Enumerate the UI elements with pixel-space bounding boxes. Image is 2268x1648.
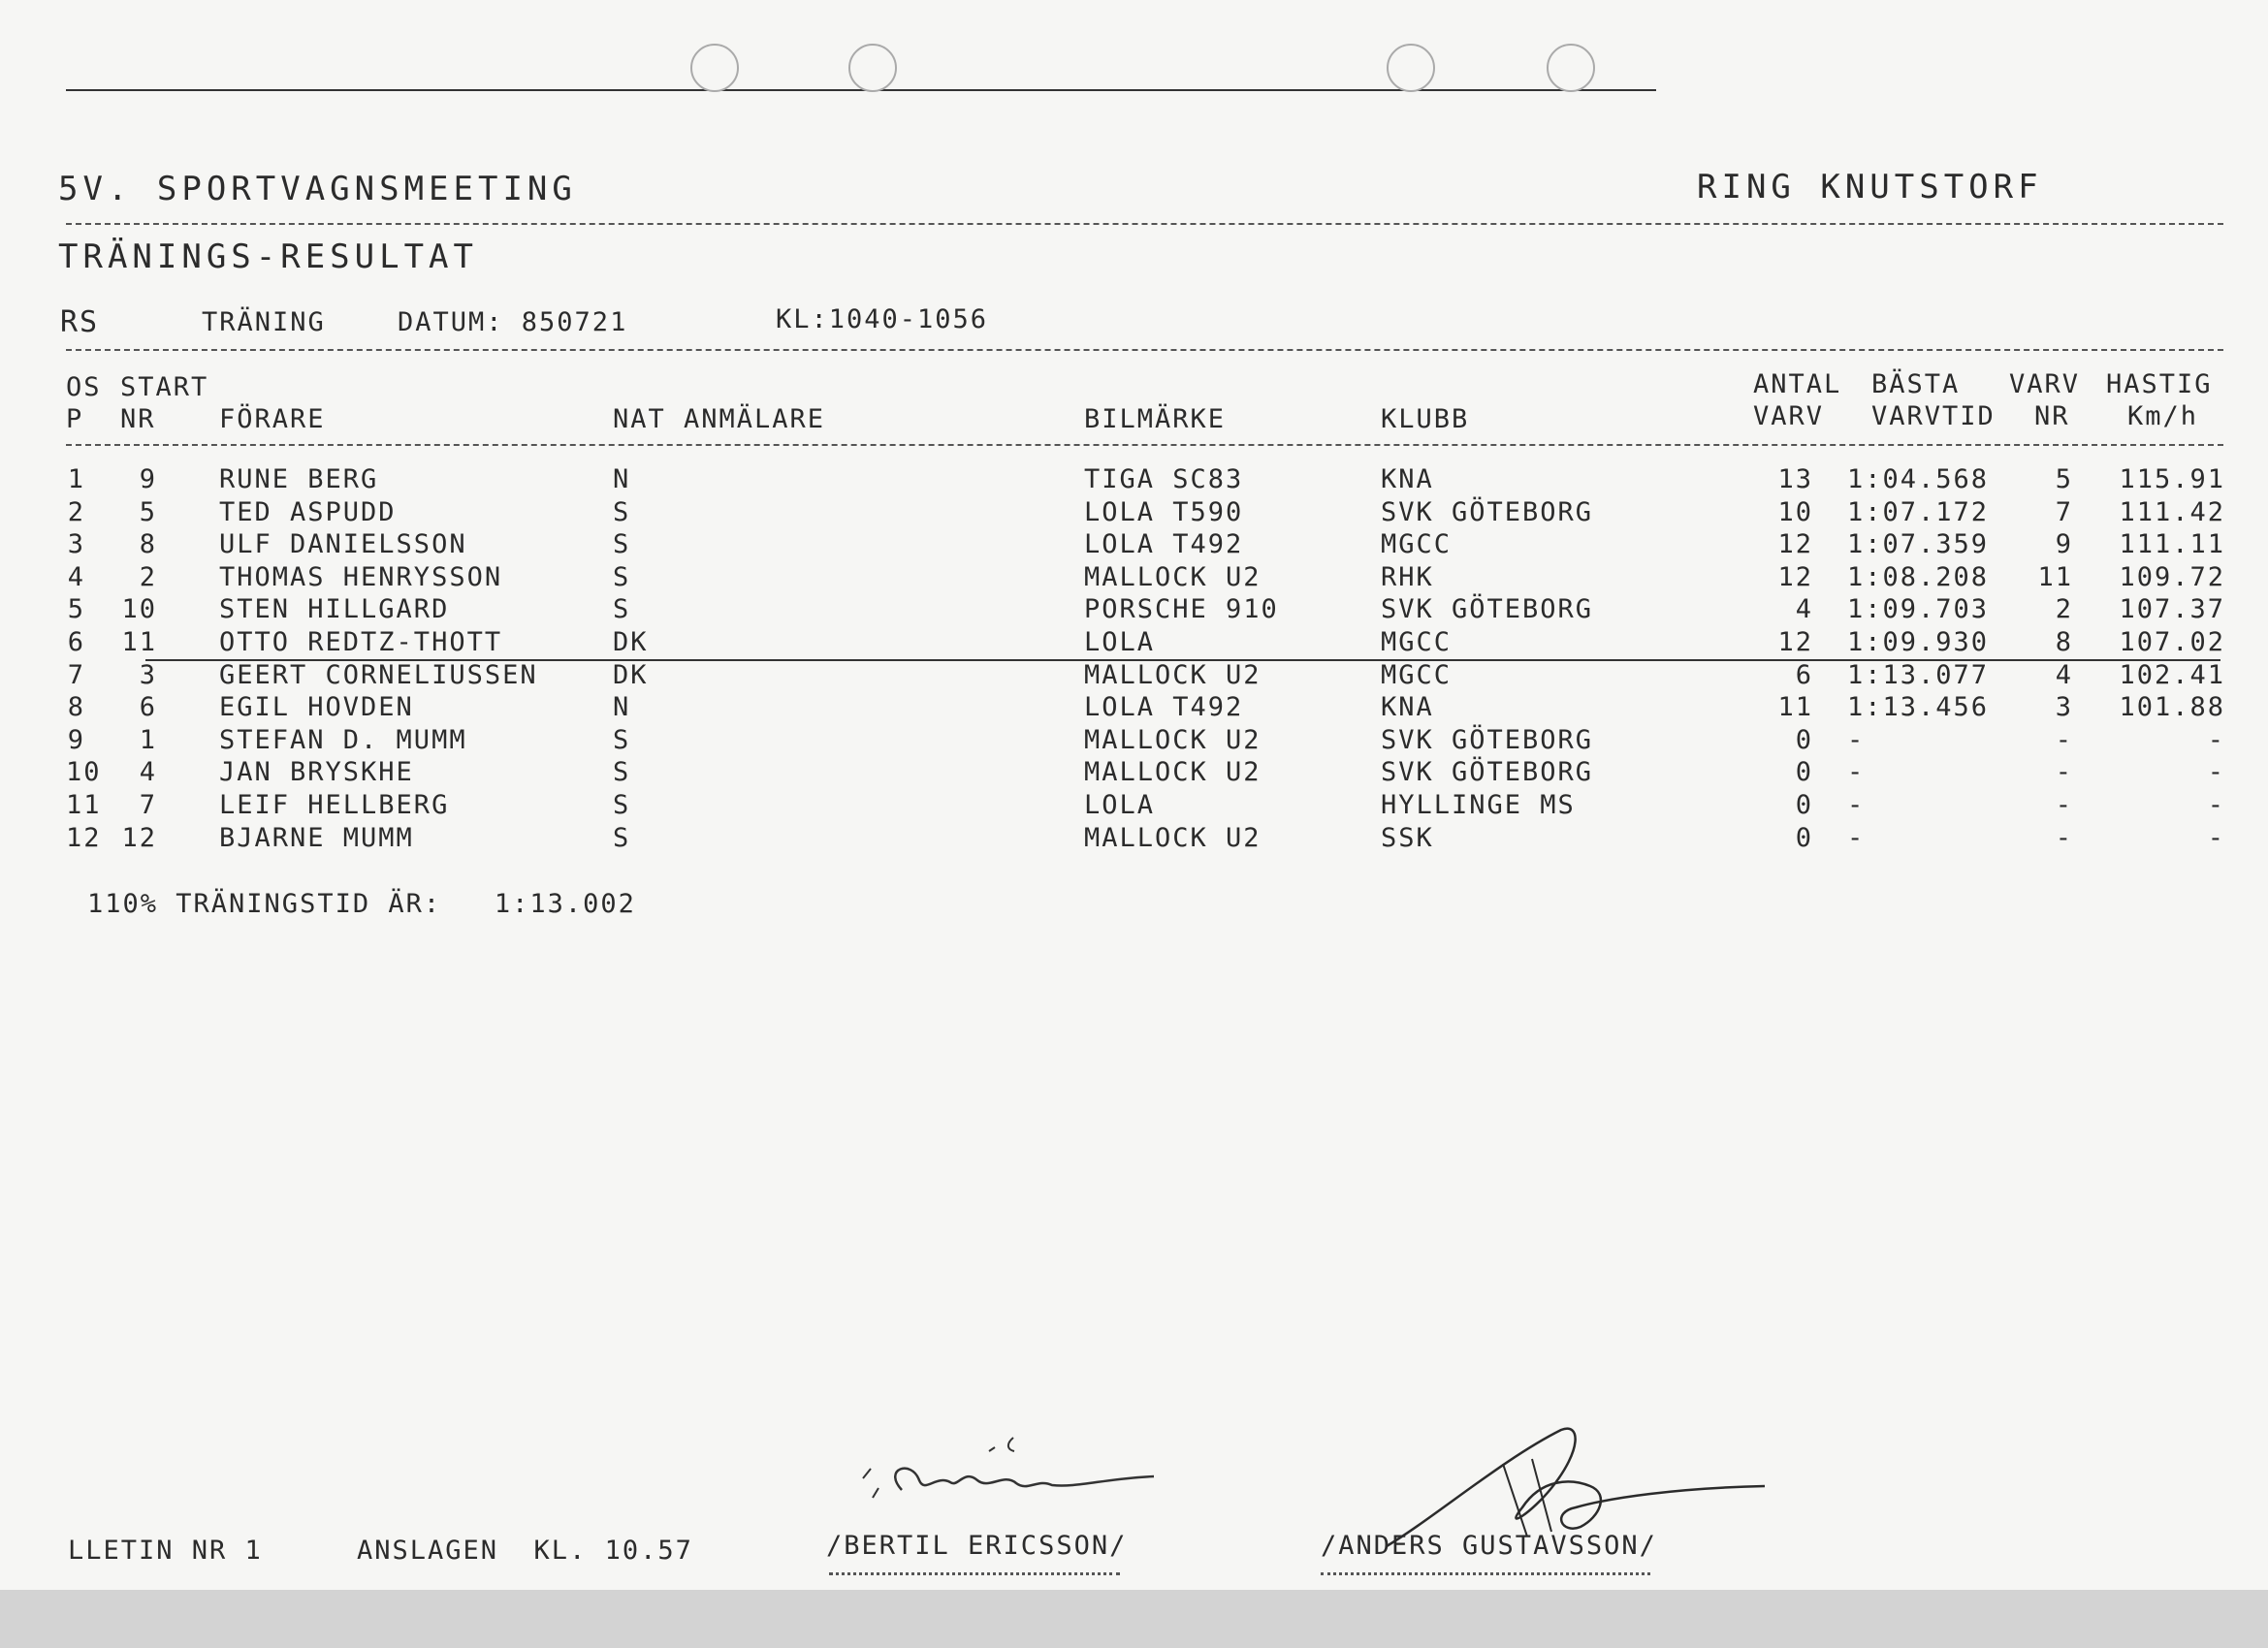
cell-speed: - [2207, 724, 2225, 755]
cell-driver: ULF DANIELSSON [219, 529, 467, 560]
cell-nat: S [613, 790, 631, 820]
cell-pos: 1 [67, 464, 85, 494]
cell-car: PORSCHE 910 [1084, 594, 1279, 625]
cell-nr: 6 [139, 692, 157, 723]
signer-1: /BERTIL ERICSSON/ [826, 1531, 1128, 1561]
scan-background [0, 1590, 2268, 1648]
cell-nat: S [613, 496, 631, 527]
cell-club: MGCC [1381, 659, 1453, 690]
col-pos-1: OS [66, 372, 102, 402]
cell-driver: THOMAS HENRYSSON [219, 561, 503, 592]
cell-car: LOLA T590 [1084, 496, 1244, 527]
cell-driver: BJARNE MUMM [219, 822, 414, 853]
cell-car: TIGA SC83 [1084, 464, 1244, 494]
qualifying-note: 110% TRÄNINGSTID ÄR: 1:13.002 [87, 889, 636, 919]
cell-nat: S [613, 822, 631, 853]
cell-speed: - [2207, 790, 2225, 820]
cell-nr: 8 [139, 529, 157, 560]
cell-car: MALLOCK U2 [1084, 659, 1262, 690]
cell-club: SVK GÖTEBORG [1381, 724, 1594, 755]
class-code: RS [60, 305, 100, 339]
col-laps-2: VARV [1753, 401, 1825, 431]
cell-nr: 9 [139, 464, 157, 494]
cell-best: 1:13.456 [1847, 692, 1990, 723]
cell-car: MALLOCK U2 [1084, 724, 1262, 755]
cell-lapnr: 9 [2055, 529, 2073, 560]
cell-driver: GEERT CORNELIUSSEN [219, 659, 538, 690]
cell-driver: STEN HILLGARD [219, 594, 450, 625]
cell-lapnr: 11 [2037, 561, 2073, 592]
cell-best: 1:09.703 [1847, 594, 1990, 625]
cell-pos: 2 [67, 496, 85, 527]
cell-speed: - [2207, 822, 2225, 853]
posted-time: ANSLAGEN KL. 10.57 [357, 1536, 693, 1566]
cell-laps: 0 [1795, 757, 1813, 788]
cell-laps: 0 [1795, 724, 1813, 755]
cell-lapnr: - [2055, 822, 2073, 853]
footer-partial-text [1321, 1572, 1650, 1575]
col-lapnr-2: NR [2034, 401, 2070, 431]
cell-pos: 5 [67, 594, 85, 625]
cell-nat: DK [613, 659, 649, 690]
cell-best: 1:09.930 [1847, 627, 1990, 657]
cell-car: MALLOCK U2 [1084, 822, 1262, 853]
cell-laps: 10 [1777, 496, 1813, 527]
cell-pos: 6 [67, 627, 85, 657]
cell-lapnr: 7 [2055, 496, 2073, 527]
divider [66, 223, 2223, 225]
col-laps-1: ANTAL [1753, 369, 1842, 399]
cell-speed: 115.91 [2119, 464, 2225, 494]
cell-nr: 2 [139, 561, 157, 592]
col-pos-2: P [66, 404, 84, 434]
binder-hole [1547, 44, 1595, 92]
cell-speed: 107.37 [2119, 594, 2225, 625]
cell-club: MGCC [1381, 529, 1453, 560]
cell-club: SVK GÖTEBORG [1381, 757, 1594, 788]
col-nat-entrant: NAT ANMÄLARE [613, 404, 826, 434]
cell-laps: 12 [1777, 561, 1813, 592]
cell-speed: 101.88 [2119, 692, 2225, 723]
cell-club: HYLLINGE MS [1381, 790, 1576, 820]
cell-nr: 4 [139, 757, 157, 788]
col-lapnr-1: VARV [2009, 369, 2081, 399]
cell-speed: - [2207, 757, 2225, 788]
cell-laps: 13 [1777, 464, 1813, 494]
cell-car: LOLA [1084, 790, 1156, 820]
cell-best: - [1847, 822, 1866, 853]
cell-pos: 9 [67, 724, 85, 755]
cell-driver: LEIF HELLBERG [219, 790, 450, 820]
cell-nr: 7 [139, 790, 157, 820]
cell-driver: EGIL HOVDEN [219, 692, 414, 723]
cell-nr: 3 [139, 659, 157, 690]
cell-nat: DK [613, 627, 649, 657]
cell-club: KNA [1381, 692, 1434, 723]
cell-best: - [1847, 790, 1866, 820]
cell-driver: RUNE BERG [219, 464, 379, 494]
cell-speed: 111.42 [2119, 496, 2225, 527]
cell-nr: 5 [139, 496, 157, 527]
cell-nat: N [613, 692, 631, 723]
cell-best: - [1847, 757, 1866, 788]
cell-club: KNA [1381, 464, 1434, 494]
cell-best: - [1847, 724, 1866, 755]
cell-laps: 0 [1795, 822, 1813, 853]
cell-lapnr: 3 [2055, 692, 2073, 723]
cell-club: SVK GÖTEBORG [1381, 496, 1594, 527]
cell-laps: 6 [1795, 659, 1813, 690]
session-date: DATUM: 850721 [398, 307, 628, 337]
cell-lapnr: 4 [2055, 659, 2073, 690]
cell-driver: TED ASPUDD [219, 496, 397, 527]
cell-nat: N [613, 464, 631, 494]
cell-laps: 4 [1795, 594, 1813, 625]
cell-driver: STEFAN D. MUMM [219, 724, 467, 755]
cell-lapnr: - [2055, 757, 2073, 788]
cell-speed: 102.41 [2119, 659, 2225, 690]
signer-2: /ANDERS GUSTAVSSON/ [1321, 1531, 1657, 1561]
cell-pos: 12 [66, 822, 102, 853]
cell-nr: 11 [121, 627, 157, 657]
subtitle: TRÄNINGS-RESULTAT [58, 238, 478, 276]
cell-nat: S [613, 561, 631, 592]
cell-car: LOLA T492 [1084, 529, 1244, 560]
cell-nr: 10 [121, 594, 157, 625]
cell-driver: OTTO REDTZ-THOTT [219, 627, 503, 657]
cell-speed: 107.02 [2119, 627, 2225, 657]
cell-pos: 4 [67, 561, 85, 592]
cell-lapnr: - [2055, 790, 2073, 820]
cell-club: SVK GÖTEBORG [1381, 594, 1594, 625]
cell-best: 1:13.077 [1847, 659, 1990, 690]
session-label: TRÄNING [202, 307, 326, 337]
cell-laps: 12 [1777, 627, 1813, 657]
footer-partial-text [829, 1572, 1120, 1575]
cell-pos: 11 [66, 790, 102, 820]
col-driver: FÖRARE [219, 404, 326, 434]
cell-club: RHK [1381, 561, 1434, 592]
signature-ericsson [844, 1430, 1173, 1517]
cell-laps: 11 [1777, 692, 1813, 723]
cell-nr: 1 [139, 724, 157, 755]
cell-nat: S [613, 594, 631, 625]
col-best-2: VARVTID [1871, 401, 1996, 431]
divider [66, 444, 2223, 446]
cell-nat: S [613, 724, 631, 755]
binder-hole [1387, 44, 1435, 92]
cell-nat: S [613, 757, 631, 788]
cell-pos: 10 [66, 757, 102, 788]
cell-nr: 12 [121, 822, 157, 853]
cell-car: LOLA T492 [1084, 692, 1244, 723]
col-speed-1: HASTIG [2106, 369, 2213, 399]
cell-car: LOLA [1084, 627, 1156, 657]
cell-lapnr: 2 [2055, 594, 2073, 625]
venue: RING KNUTSTORF [1697, 168, 2043, 206]
cell-car: MALLOCK U2 [1084, 561, 1262, 592]
cell-lapnr: 8 [2055, 627, 2073, 657]
cell-lapnr: - [2055, 724, 2073, 755]
cell-laps: 12 [1777, 529, 1813, 560]
cell-lapnr: 5 [2055, 464, 2073, 494]
cell-car: MALLOCK U2 [1084, 757, 1262, 788]
binder-hole [690, 44, 739, 92]
session-time: KL:1040-1056 [776, 304, 989, 334]
binder-hole [848, 44, 897, 92]
col-start-1: START [120, 372, 209, 402]
bulletin-number: LLETIN NR 1 [68, 1536, 263, 1566]
col-speed-2: Km/h [2127, 401, 2199, 431]
cell-pos: 8 [67, 692, 85, 723]
cell-best: 1:07.172 [1847, 496, 1990, 527]
cell-pos: 3 [67, 529, 85, 560]
cutoff-line [145, 659, 2220, 661]
col-club: KLUBB [1381, 404, 1470, 434]
cell-best: 1:07.359 [1847, 529, 1990, 560]
event-title: 5V. SPORTVAGNSMEETING [58, 170, 577, 208]
col-car: BILMÄRKE [1084, 404, 1227, 434]
cell-club: MGCC [1381, 627, 1453, 657]
cell-best: 1:04.568 [1847, 464, 1990, 494]
cell-speed: 111.11 [2119, 529, 2225, 560]
cell-club: SSK [1381, 822, 1434, 853]
cell-speed: 109.72 [2119, 561, 2225, 592]
cell-pos: 7 [67, 659, 85, 690]
col-start-2: NR [120, 404, 156, 434]
cell-nat: S [613, 529, 631, 560]
cell-laps: 0 [1795, 790, 1813, 820]
cell-best: 1:08.208 [1847, 561, 1990, 592]
cell-driver: JAN BRYSKHE [219, 757, 414, 788]
col-best-1: BÄSTA [1871, 369, 1961, 399]
divider [66, 349, 2223, 351]
